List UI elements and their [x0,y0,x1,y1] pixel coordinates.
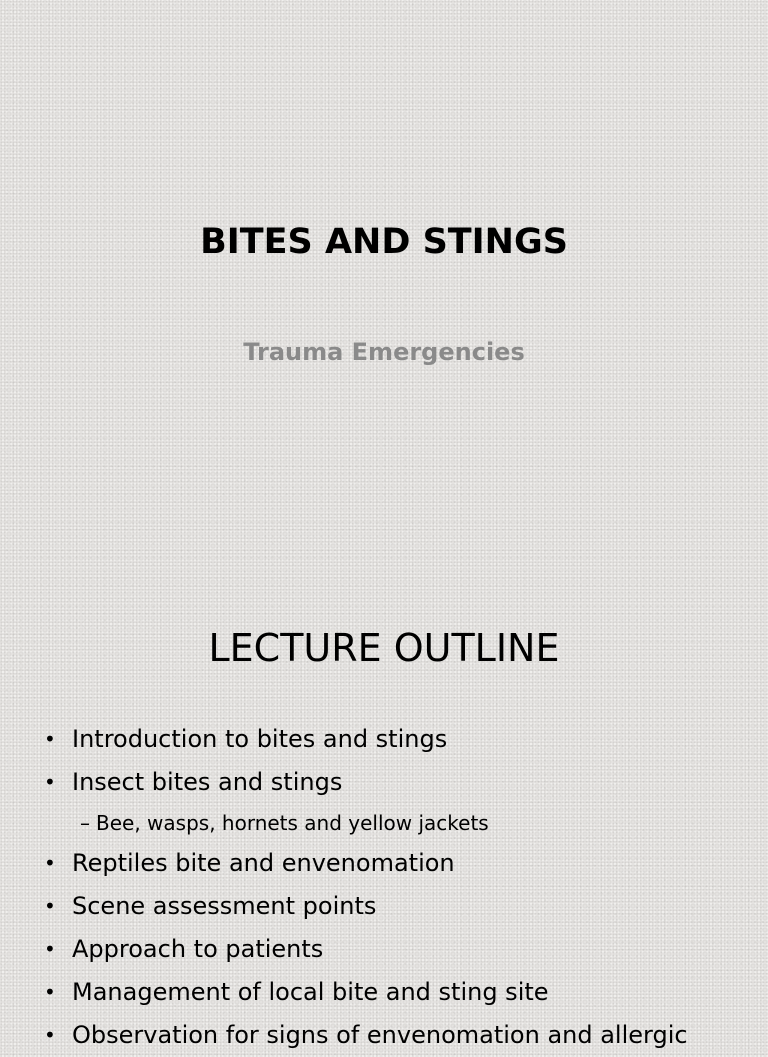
list-item-text: Insect bites and stings [72,768,343,796]
outline-list [44,718,688,1057]
list-item [44,1014,688,1057]
slide-subtitle: Trauma Emergencies [243,338,525,366]
bullet-icon: • [44,980,56,1004]
list-item-text: Management of local bite and sting site [72,978,549,1006]
dash-icon: – [80,811,90,835]
list-item [44,885,688,928]
bullet-icon: • [44,894,56,918]
bullet-icon: • [44,937,56,961]
list-item [44,971,688,1014]
bullet-icon: • [44,727,56,751]
slide-title-heading: BITES AND STINGS [200,222,568,262]
list-item-text: Approach to patients [72,935,324,963]
list-item-text: Scene assessment points [72,892,377,920]
list-item-text: Reptiles bite and envenomation [72,849,455,877]
outline-heading: LECTURE OUTLINE [208,626,560,670]
list-item-text: Observation for signs of envenomation and allergic [72,1021,688,1049]
list-subitem [44,804,688,842]
slide-lecture-outline [0,580,768,1049]
bullet-icon: • [44,851,56,875]
list-item-text: Introduction to bites and stings [72,725,448,753]
list-subitem-text: Bee, wasps, hornets and yellow jackets [96,811,489,835]
list-item [44,928,688,971]
bullet-icon: • [44,770,56,794]
list-item [44,718,688,761]
bullet-icon: • [44,1023,56,1047]
list-item [44,842,688,885]
list-item [44,761,688,804]
